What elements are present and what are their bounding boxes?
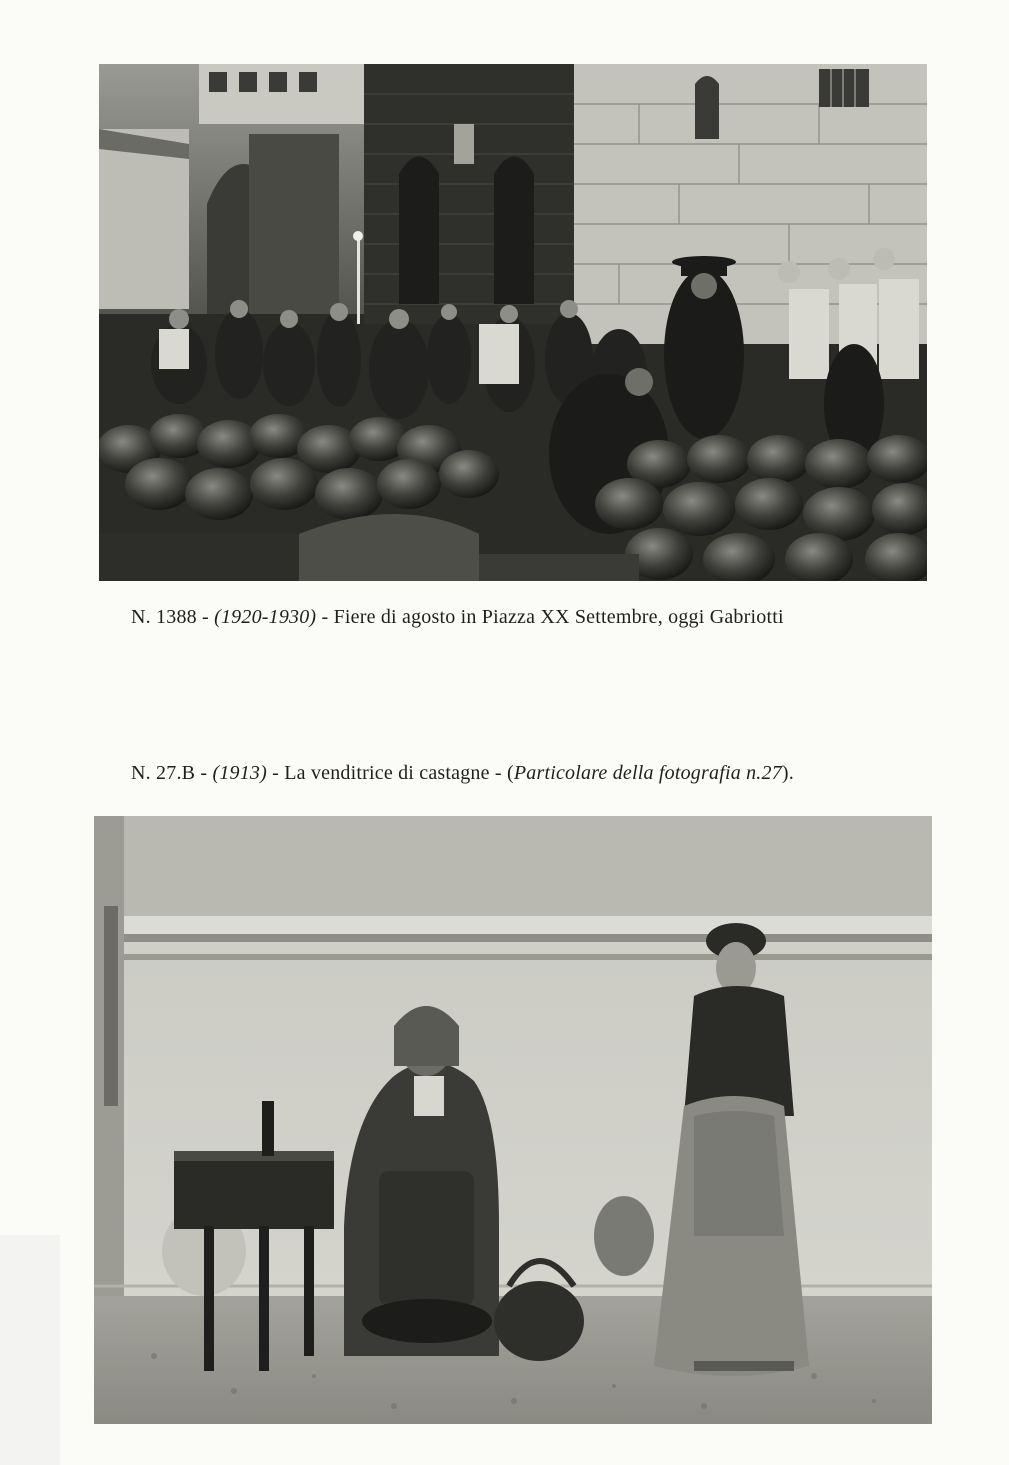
caption-separator: - [316, 606, 334, 628]
photo-market-fair [99, 64, 927, 581]
caption-note: Particolare della fotografia n.27 [513, 762, 782, 784]
photo-date: (1913) [212, 762, 267, 784]
photo-caption-1 [131, 606, 784, 629]
scan-smudge [0, 1235, 60, 1465]
caption-text: La venditrice di castagne - ( [284, 762, 514, 784]
caption-tail: ). [781, 762, 794, 784]
photo-number: N. 27.B [131, 762, 196, 784]
caption-text: Fiere di agosto in Piazza XX Settembre, oggi Gabriotti [333, 606, 784, 628]
caption-separator: - [266, 762, 285, 784]
photo-caption-2 [131, 762, 794, 785]
photo-date: (1920-1930) [214, 606, 317, 628]
caption-separator: - [196, 606, 215, 628]
photo-chestnut-seller [94, 816, 932, 1424]
photo-number: N. 1388 [131, 606, 197, 628]
caption-separator: - [195, 762, 213, 784]
